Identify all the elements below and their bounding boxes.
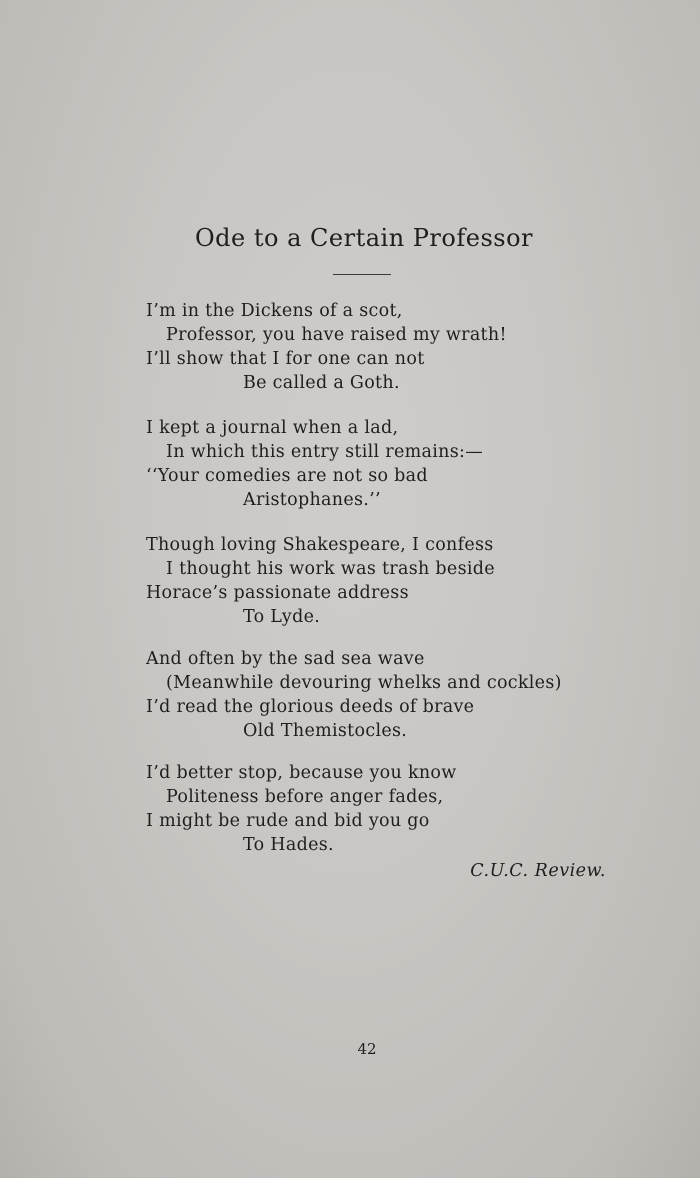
poem-line: Though loving Shakespeare, I confess [146, 535, 494, 555]
poem-line: (Meanwhile devouring whelks and cockles) [166, 673, 562, 693]
poem-line: I might be rude and bid you go [146, 811, 430, 831]
poem-line: To Hades. [243, 835, 334, 855]
poem-line: Old Themistocles. [243, 721, 408, 741]
poem-line: Horace’s passionate address [146, 583, 409, 603]
poem-line: Politeness before anger fades, [166, 787, 444, 807]
poem-line: Aristophanes.’’ [243, 490, 381, 510]
title-rule [333, 274, 391, 275]
poem-line: I’d read the glorious deeds of brave [146, 697, 475, 717]
poem-line: And often by the sad sea wave [146, 649, 425, 669]
poem-source: C.U.C. Review. [470, 861, 606, 881]
poem-line: ‘‘Your comedies are not so bad [146, 466, 428, 486]
page-number: 42 [357, 1040, 377, 1058]
poem-line: Be called a Goth. [243, 373, 400, 393]
poem-line: In which this entry still remains:— [166, 442, 484, 462]
poem-line: I’m in the Dickens of a scot, [146, 301, 403, 321]
poem-line: I’ll show that I for one can not [146, 349, 425, 369]
poem-line: I thought his work was trash beside [166, 559, 495, 579]
poem-line: I kept a journal when a lad, [146, 418, 399, 438]
poem-line: To Lyde. [243, 607, 321, 627]
poem-line: I’d better stop, because you know [146, 763, 457, 783]
poem-title: Ode to a Certain Professor [195, 224, 533, 252]
poem-line: Professor, you have raised my wrath! [166, 325, 507, 345]
